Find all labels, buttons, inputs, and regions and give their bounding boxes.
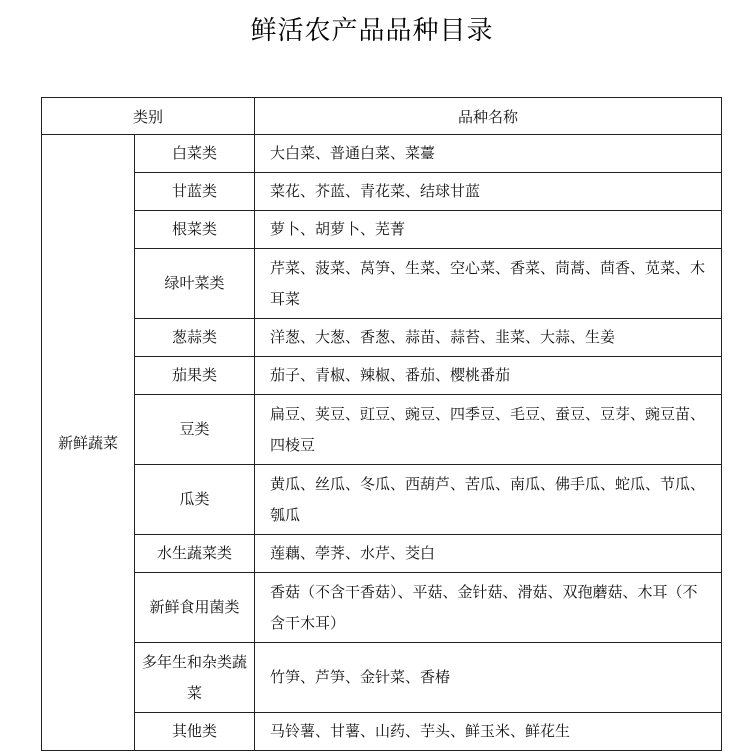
varieties-cell: 萝卜、胡萝卜、芜菁 [255,211,722,249]
varieties-cell: 茄子、青椒、辣椒、番茄、樱桃番茄 [255,357,722,395]
category-cell: 多年生和杂类蔬菜 [135,643,255,713]
table-row [42,357,722,395]
varieties-cell: 菜花、芥蓝、青花菜、结球甘蓝 [255,173,722,211]
category-cell: 绿叶菜类 [135,249,255,319]
table-header-row [42,98,722,135]
table-row [42,465,722,535]
table-row [42,319,722,357]
table-row [42,173,722,211]
varieties-cell: 黄瓜、丝瓜、冬瓜、西葫芦、苦瓜、南瓜、佛手瓜、蛇瓜、节瓜、瓠瓜 [255,465,722,535]
varieties-cell: 大白菜、普通白菜、菜薹 [255,135,722,173]
category-cell: 其他类 [135,713,255,751]
varieties-cell: 香菇（不含干香菇）、平菇、金针菇、滑菇、双孢蘑菇、木耳（不含干木耳） [255,573,722,643]
category-cell: 豆类 [135,395,255,465]
table-row [42,211,722,249]
table-row [42,643,722,713]
table-row [42,573,722,643]
varieties-cell: 竹笋、芦笋、金针菜、香椿 [255,643,722,713]
group-cell: 新鲜蔬菜 [42,135,135,751]
header-variety-name: 品种名称 [255,98,722,135]
varieties-cell: 马铃薯、甘薯、山药、芋头、鲜玉米、鲜花生 [255,713,722,751]
page-title: 鲜活农产品品种目录 [250,16,494,46]
table-row [42,249,722,319]
category-cell: 根菜类 [135,211,255,249]
table-row [42,535,722,573]
table-row [42,713,722,751]
variety-catalog-table [41,97,722,751]
category-cell: 白菜类 [135,135,255,173]
header-category: 类别 [42,98,255,135]
category-cell: 葱蒜类 [135,319,255,357]
varieties-cell: 洋葱、大葱、香葱、蒜苗、蒜苔、韭菜、大蒜、生姜 [255,319,722,357]
varieties-cell: 扁豆、荚豆、豇豆、豌豆、四季豆、毛豆、蚕豆、豆芽、豌豆苗、四棱豆 [255,395,722,465]
table-row [42,395,722,465]
category-cell: 茄果类 [135,357,255,395]
category-cell: 瓜类 [135,465,255,535]
varieties-cell: 芹菜、菠菜、莴笋、生菜、空心菜、香菜、茼蒿、茴香、苋菜、木耳菜 [255,249,722,319]
table-row [42,135,722,173]
varieties-cell: 莲藕、荸荠、水芹、茭白 [255,535,722,573]
category-cell: 新鲜食用菌类 [135,573,255,643]
category-cell: 水生蔬菜类 [135,535,255,573]
category-cell: 甘蓝类 [135,173,255,211]
